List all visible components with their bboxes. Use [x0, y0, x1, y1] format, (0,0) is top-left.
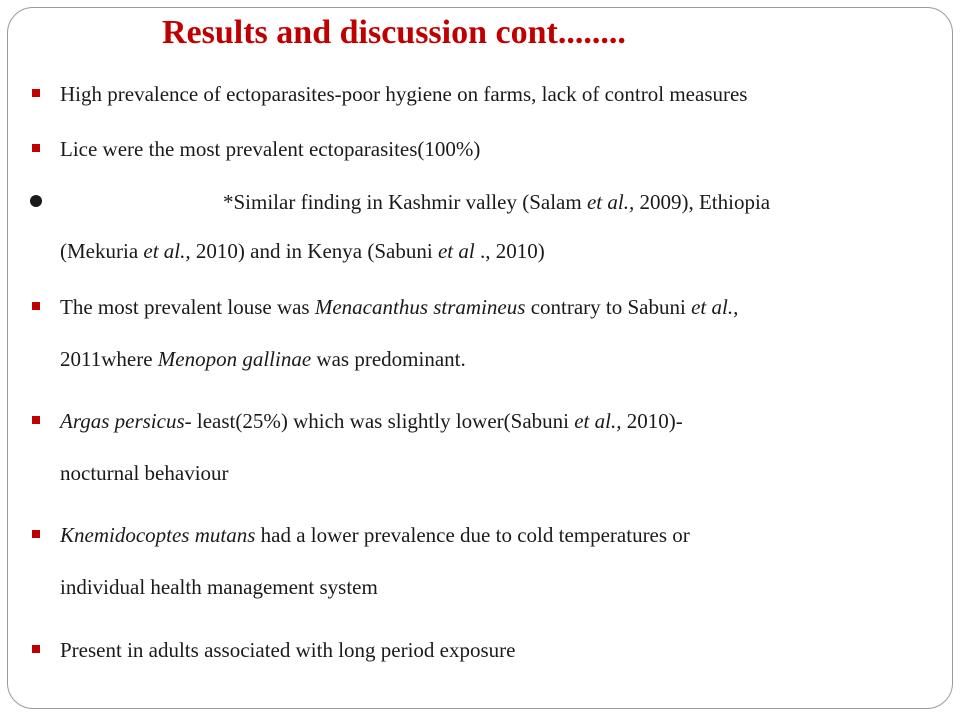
- bullet-text-line-1: *Similar finding in Kashmir valley (Salam et al., 2009), Ethiopia: [223, 190, 771, 214]
- square-bullet-icon: [32, 645, 40, 653]
- bullet-text-line-2: (Mekuria et al., 2010) and in Kenya (Sabuni et al ., 2010): [60, 239, 545, 263]
- bullet-text-line-1: The most prevalent louse was Menacanthus stramineus contrary to Sabuni et al.,: [60, 295, 739, 319]
- square-bullet-icon: [32, 416, 40, 424]
- bullet-text: High prevalence of ectoparasites-poor hygiene on farms, lack of control measures: [60, 82, 748, 106]
- bullet-text-line-1: Argas persicus- least(25%) which was slightly lower(Sabuni et al., 2010)-: [60, 409, 683, 433]
- square-bullet-icon: [32, 530, 40, 538]
- slide-title: Results and discussion cont........: [162, 14, 626, 51]
- bullet-text-line-2: 2011where Menopon gallinae was predominant.: [60, 347, 466, 371]
- bullet-item-adults-exposure: [60, 635, 940, 665]
- bullet-item-argas-persicus: [60, 406, 940, 488]
- bullet-item-knemidocoptes: [60, 520, 940, 602]
- square-bullet-icon: [32, 302, 40, 310]
- bullet-item-hygiene: [60, 79, 940, 109]
- bullet-text-line-2: nocturnal behaviour: [60, 461, 229, 485]
- round-bullet-icon: [30, 195, 42, 207]
- square-bullet-icon: [32, 89, 40, 97]
- bullet-text-line-1: Knemidocoptes mutans had a lower prevalence due to cold temperatures or: [60, 523, 690, 547]
- bullet-item-prevalent-louse: [60, 292, 940, 374]
- bullet-text: Lice were the most prevalent ectoparasites(100%): [60, 137, 481, 161]
- bullet-item-similar-findings: [60, 187, 940, 266]
- bullet-item-lice: [60, 134, 940, 164]
- bullet-text-line-2: individual health management system: [60, 575, 378, 599]
- square-bullet-icon: [32, 144, 40, 152]
- bullet-text: Present in adults associated with long period exposure: [60, 638, 516, 662]
